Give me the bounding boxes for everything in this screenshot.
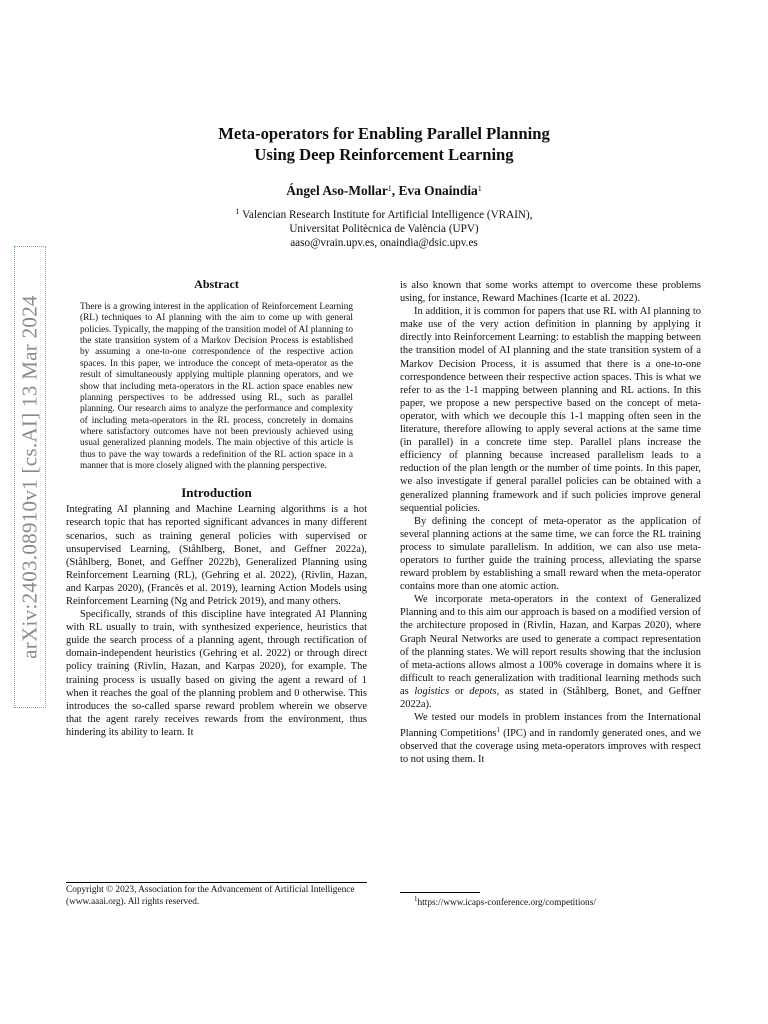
arxiv-stamp bbox=[14, 246, 46, 708]
introduction-heading: Introduction bbox=[181, 485, 252, 501]
intro-paragraph-2-continued: is also known that some works attempt to overcome these problems using, for instance, Reward Machines (Icarte et al. 2022). bbox=[400, 280, 701, 305]
author-1-mark: 1 bbox=[387, 184, 392, 193]
paper-title bbox=[84, 123, 684, 165]
left-column bbox=[66, 278, 367, 739]
footnote bbox=[400, 895, 701, 908]
p5-text: We incorporate meta-operators in the context of Generalized Planning and to this aim our approach is based on a modified version of the architecture proposed in (Rivlin, Hazan, and Karpas 2020), where Graph Neural Networks are used to generate a compact representation of the planning states. We will report results showing that the inclusion of meta-actions allows almost a 100% coverage in domains where it is difficult to reach generalization with traditional learning methods such as bbox=[400, 594, 701, 697]
affiliation-line-1: Valencian Research Institute for Artificial Intelligence (VRAIN), bbox=[242, 209, 533, 221]
author-1: Ángel Aso-Mollar bbox=[286, 183, 388, 198]
p5-depots: depots bbox=[469, 685, 497, 697]
footnote-ref-mark: 1 bbox=[496, 726, 500, 735]
footnote-mark: 1 bbox=[414, 895, 418, 903]
arxiv-identifier: arXiv:2403.08910v1 [cs.AI] 13 Mar 2024 bbox=[17, 295, 42, 659]
p6-text-b: (IPC) and in randomly generated ones, and we observed that the coverage using meta-operators improves with respect to not using them. It bbox=[400, 728, 701, 766]
intro-paragraph-3: In addition, it is common for papers that use RL with AI planning to make use of the very action definition in planning by applying it directly into Reinforcement Learning: to establish the mapping between the transition model of AI planning and the state transition system of a Markov Decision Process, it is assumed that there is a one-to-one correspondence between their respective action spaces. This is what we refer to as the 1-1 mapping between planning and RL actions. In this paper, we propose a new perspective based on the concept of meta-operator, with which we decouple this 1-1 mapping often seen in the literature, therefore allowing to apply several actions at the same time (in parallel) in a concrete time step. Parallel plans increase the efficiency of planning because increased parallelism leads to a reduction of the plan length or the number of time points. In this paper, we also investigate if general parallel policies can be obtained with a generalized planning framework and if such policies improve general sequential policies. bbox=[400, 306, 701, 514]
p5-or: or bbox=[449, 685, 470, 697]
intro-paragraph-1: Integrating AI planning and Machine Learning algorithms is a hot research topic that has reported significant advances in many different scenarios, such as training general policies with supervised or unsupervised Learning, (Ståhlberg, Bonet, and Geffner 2022a), (Ståhlberg, Bonet, and Geffner 2022b), Generalized Planning using Reinforcement Learning (RL), (Gehring et al. 2022), (Rivlin, Hazan, and Karpas 2020), (Francès et al. 2019), learning Action Models using Reinforcement Learning (Ng and Petrick 2019), and many others. bbox=[66, 504, 367, 607]
title-line-1: Meta-operators for Enabling Parallel Planning bbox=[218, 124, 550, 143]
intro-paragraph-6 bbox=[400, 711, 701, 766]
footnote-url[interactable]: https://www.icaps-conference.org/competitions/ bbox=[417, 898, 596, 909]
right-column bbox=[400, 279, 701, 766]
author-list bbox=[84, 183, 684, 199]
p5-end: , as stated in (Ståhlberg, Bonet, and Geffner 2022a). bbox=[400, 685, 701, 710]
copyright-text: Copyright © 2023, Association for the Advancement of Artificial Intelligence (www.aaai.org). All rights reserved. bbox=[66, 885, 355, 907]
intro-paragraph-4: By defining the concept of meta-operator as the application of several planning actions at the same time, we can force the RL training process to simulate parallelism. In addition, we can also use meta-operators to further guide the training process, alleviating the sparse reward problem by establishing a small reward when the meta-operator contains more than one atomic action. bbox=[400, 515, 701, 593]
abstract-heading: Abstract bbox=[194, 277, 239, 291]
title-line-2: Using Deep Reinforcement Learning bbox=[254, 145, 514, 164]
author-separator: , bbox=[391, 183, 399, 198]
intro-paragraph-5 bbox=[400, 593, 701, 711]
affiliation-mark: 1 bbox=[235, 207, 240, 216]
affiliation-block bbox=[84, 205, 684, 250]
author-2-mark: 1 bbox=[477, 184, 482, 193]
author-emails: aaso@vrain.upv.es, onaindia@dsic.upv.es bbox=[290, 237, 478, 249]
copyright-footer bbox=[66, 882, 367, 908]
author-2: Eva Onaindia bbox=[398, 183, 478, 198]
abstract-text: There is a growing interest in the application of Reinforcement Learning (RL) techniques to AI planning with the aim to come up with general policies. Typically, the mapping of the transition model of AI planning to the state transition system of a Markov Decision Process is established by assuming a one-to-one correspondence of the respective action spaces. In this paper, we introduce the concept of meta-operator as the result of simultaneously applying multiple planning operators, and we show that including meta-operators in the RL action space enables new planning perspectives to be addressed using RL, such as parallel planning. Our research aims to analyze the performance and complexity of including meta-operators in the RL process, concretely in domains where satisfactory outcomes have not been previously achieved using usual generalized planning models. The main objective of this article is thus to pave the way towards a redefinition of the RL action space in a manner that is more closely aligned with the planning perspective. bbox=[80, 302, 353, 471]
footnote-rule bbox=[400, 892, 480, 893]
p6-text-a: We tested our models in problem instances from the International Planning Competitions bbox=[400, 712, 701, 740]
footnote-area bbox=[400, 892, 701, 908]
intro-paragraph-2: Specifically, strands of this discipline have integrated AI Planning with RL usually to train, with synthesized experience, heuristics that guide the search process of a planning agent, through rectification of domain-independent heuristics (Gehring et al. 2022) or through direct policy training (Rivlin, Hazan, and Karpas 2020), for example. The training process is usually based on giving the agent a reward of 1 when it reaches the goal of the planning problem and 0 otherwise. This introduces the so-called sparse reward problem wherein we observe that the agent rarely receives rewards from the environment, thus hindering its ability to learn. It bbox=[66, 609, 367, 738]
affiliation-line-2: Universitat Politècnica de València (UPV) bbox=[289, 223, 479, 235]
p5-logistics: logistics bbox=[414, 685, 450, 697]
